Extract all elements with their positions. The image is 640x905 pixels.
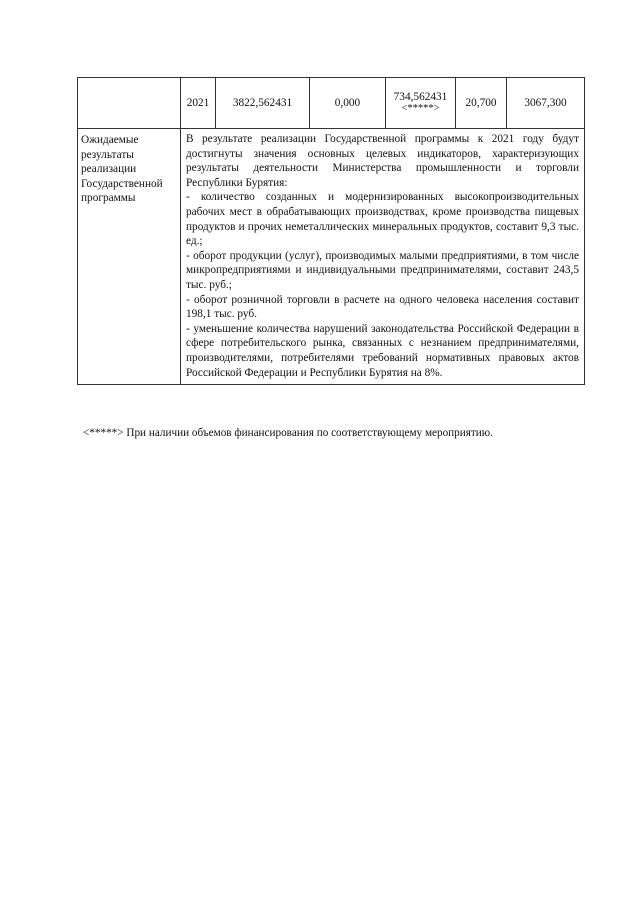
results-item-retail: - оборот розничной торговли в расчете на одного человека населения составит 198,1 тыс. руб. — [186, 293, 579, 321]
results-item-violations: - уменьшение количества нарушений законодательства Российской Федерации в сфере потребительского рынка, связанных с незнанием предпринимателями, производителями, потребителями требований нормативных правовых актов Российской Федерации и Республики Бурятия на 8%. — [186, 322, 579, 379]
expected-results-label: Ожидаемые результаты реализации Государственной программы — [78, 129, 181, 385]
republic-budget-note: <*****> — [401, 103, 440, 114]
finance-row-2021 — [78, 78, 585, 129]
extrabudget-cell: 3067,300 — [507, 78, 585, 129]
year-cell: 2021 — [181, 78, 216, 129]
republic-budget-cell — [386, 78, 456, 129]
program-passport-table — [77, 77, 585, 385]
expected-results-content — [181, 129, 585, 385]
federal-budget-cell: 0,000 — [310, 78, 386, 129]
republic-budget-value: 734,562431 — [393, 91, 448, 103]
results-item-jobs: - количество созданных и модернизированных высокопроизводительных рабочих мест в обрабатывающих производствах, кроме производства пищевых продуктов и прочих неметаллических минеральных продуктов, составит 9,3 тыс. ед.; — [186, 191, 579, 248]
results-item-small-business: - оборот продукции (услуг), производимых малыми предприятиями, в том числе микропредприятиями и индивидуальными предпринимателями, составит 243,5 тыс. руб.; — [186, 249, 579, 291]
footnote: <*****> При наличии объемов финансирования по соответствующему мероприятию. — [83, 427, 493, 439]
results-intro: В результате реализации Государственной программы к 2021 году будут достигнуты значения основных целевых индикаторов, характеризующих результаты деятельности Министерства промышленности и торговли Республики Бурятия: — [186, 133, 579, 189]
expected-results-row — [78, 129, 585, 385]
total-cell: 3822,562431 — [216, 78, 310, 129]
municipal-budget-cell: 20,700 — [456, 78, 507, 129]
empty-label-cell — [78, 78, 181, 129]
